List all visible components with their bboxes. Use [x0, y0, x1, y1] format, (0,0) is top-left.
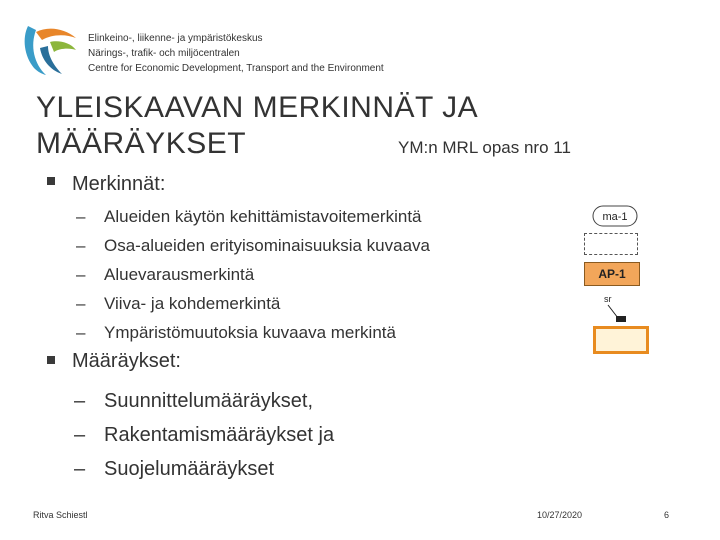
organization-name [88, 31, 384, 76]
list-item-label: Aluevarausmerkintä [104, 265, 255, 284]
slide-subtitle: YM:n MRL opas nro 11 [398, 138, 571, 157]
list-item [74, 424, 334, 447]
dash: – [74, 424, 86, 446]
list-item [76, 207, 422, 227]
footer-date: 10/27/2020 [537, 510, 583, 520]
area-characteristic-symbol [584, 233, 638, 255]
list-item-label: Suojelumääräykset [104, 458, 275, 480]
list-item [76, 294, 280, 314]
list-item [76, 236, 430, 256]
ma-label: ma-1 [602, 211, 628, 223]
list-item [76, 265, 254, 285]
list-item-label: Osa-alueiden erityisominaisuuksia kuvaava [104, 236, 430, 255]
sr-label: sr [604, 294, 612, 304]
org-line-en: Centre for Economic Development, Transport and the Environment [88, 63, 384, 74]
dash: – [76, 207, 86, 226]
list-item-label: Alueiden käytön kehittämistavoitemerkintä [104, 207, 422, 226]
list-item-label: Rakentamismääräykset ja [104, 424, 335, 446]
list-item-label: Viiva- ja kohdemerkintä [104, 294, 281, 313]
zoning-area-symbol [584, 262, 640, 286]
dash: – [76, 236, 86, 255]
section-heading-merkinnat: Merkinnät: [72, 173, 166, 195]
dash: – [74, 458, 86, 480]
bullet-square-icon [47, 356, 55, 364]
list-item [74, 390, 313, 413]
title-line-2: MÄÄRÄYKSET [36, 127, 247, 160]
dash: – [76, 294, 86, 313]
environmental-change-symbol [593, 326, 649, 354]
org-line-fi: Elinkeino-, liikenne- ja ympäristökeskus [88, 33, 263, 44]
ap-label: AP-1 [598, 267, 626, 281]
section-heading-maaraykset: Määräykset: [72, 350, 181, 372]
line-object-symbol [594, 292, 634, 326]
list-item-label: Ympäristömuutoksia kuvaava merkintä [104, 323, 396, 342]
development-goal-symbol [592, 205, 638, 227]
org-line-sv: Närings-, trafik- och miljöcentralen [88, 48, 240, 59]
footer-author: Ritva Schiestl [33, 510, 88, 520]
dash: – [76, 265, 86, 284]
list-item [76, 323, 396, 343]
title-line-1: YLEISKAAVAN MERKINNÄT JA [36, 91, 479, 124]
list-item-label: Suunnittelumääräykset, [104, 390, 314, 412]
bullet-square-icon [47, 177, 55, 185]
ely-centre-logo-icon [20, 20, 80, 80]
dash: – [74, 390, 86, 412]
footer-page-number: 6 [664, 510, 670, 520]
dash: – [76, 323, 86, 342]
list-item [74, 458, 274, 481]
